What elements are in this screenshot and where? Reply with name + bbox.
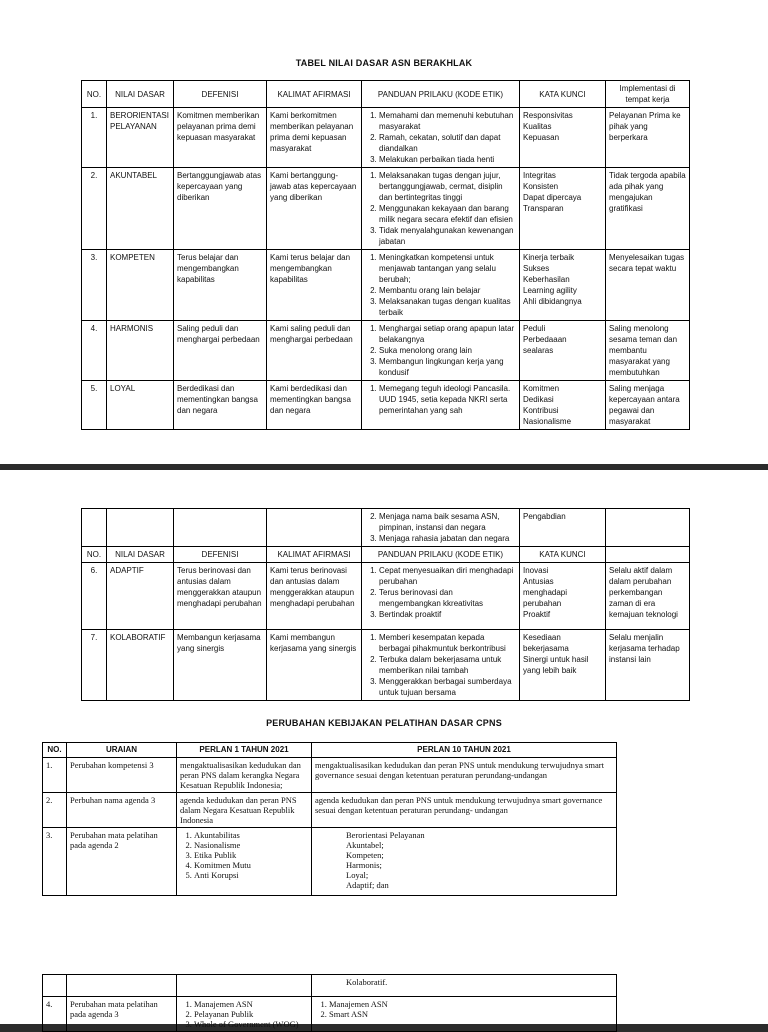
kalimat-afirmasi-cell: Kami terus belajar dan mengembangkan kapabilitas: [267, 250, 362, 321]
row-number: 6.: [82, 563, 107, 630]
perlan10-cell: mengaktualisasikan kedudukan dan peran PNS untuk mendukung terwujudnya smart governance sesuai dengan ketentuan peraturan perundang-undangan: [312, 758, 617, 793]
perlan1-item: 2. Pelayanan Publik: [194, 1009, 308, 1019]
implementasi-cell: Selalu menjalin kerjasama terhadap instansi lain: [606, 630, 690, 701]
header-kalimat-afirmasi: KALIMAT AFIRMASI: [267, 81, 362, 108]
table-row: [82, 108, 690, 168]
perlan10-item: Kompeten;: [346, 850, 384, 860]
defenisi-cell: Berdedikasi dan mementingkan bangsa dan negara: [174, 381, 267, 430]
table-row: [82, 630, 690, 701]
section-title-perubahan: PERUBAHAN KEBIJAKAN PELATIHAN DASAR CPNS: [266, 718, 502, 728]
uraian-cell: Perubahan mata pelatihan pada agenda 2: [67, 828, 177, 896]
kata-kunci-cell: Pengabdian: [520, 509, 606, 547]
defenisi-cell: Saling peduli dan menghargai perbedaan: [174, 321, 267, 381]
kata-kunci-cell: [520, 321, 606, 381]
nilai-dasar-cell: HARMONIS: [107, 321, 174, 381]
header-kata-kunci: KATA KUNCI: [520, 81, 606, 108]
perlan1-item: 4. Komitmen Mutu: [194, 860, 308, 870]
kalimat-afirmasi-cell: Kami membangun kerjasama yang sinergis: [267, 630, 362, 701]
panduan-item: 1. Menghargai setiap orang apapun latar belakangnya: [379, 323, 516, 345]
panduan-item: 2. Membantu orang lain belajar: [379, 285, 516, 296]
panduan-item: 2. Terbuka dalam bekerjasama untuk memberikan nilai tambah: [379, 654, 516, 676]
kata-kunci-item: Sukses: [523, 264, 550, 273]
kata-kunci-item: Antusias: [523, 577, 554, 586]
perubahan-kebijakan-table-continued: [42, 974, 617, 1032]
defenisi-cell: Komitmen memberikan pelayanan prima demi kepuasan masyarakat: [174, 108, 267, 168]
row-number: 1.: [43, 758, 67, 793]
document-page-1: [0, 0, 768, 464]
panduan-item: 3. Menjaga rahasia jabatan dan negara: [379, 533, 516, 544]
defenisi-cell: Terus berinovasi dan antusias dalam menggerakkan ataupun menghadapi perubahan: [174, 563, 267, 630]
kata-kunci-item: Perbedaaan: [523, 335, 567, 344]
defenisi-cell: Terus belajar dan mengembangkan kapabilitas: [174, 250, 267, 321]
kata-kunci-cell: [520, 563, 606, 630]
header-nilai-dasar: NILAI DASAR: [107, 81, 174, 108]
table-row: [43, 828, 617, 896]
perlan1-item: 5. Anti Korupsi: [194, 870, 308, 880]
panduan-item: 2. Menggunakan kekayaan dan barang milik negara secara efektif dan efisien: [379, 203, 516, 225]
kata-kunci-item: Sinergi untuk hasil: [523, 655, 589, 664]
kata-kunci-cell: [520, 630, 606, 701]
perlan10-item: 2. Smart ASN: [329, 1009, 613, 1019]
kalimat-afirmasi-cell: Kami terus berinovasi dan antusias dalam menggerakkan ataupun menghadapi perubahan: [267, 563, 362, 630]
panduan-item: 1. Melaksanakan tugas dengan jujur, bertanggungjawab, cermat, disiplin dan bertintegritas tinggi: [379, 170, 516, 203]
table-row-continuation: [43, 975, 617, 997]
panduan-item: 2. Suka menolong orang lain: [379, 345, 516, 356]
kata-kunci-item: Kualitas: [523, 122, 552, 131]
header-panduan-prilaku: PANDUAN PRILAKU (KODE ETIK): [362, 547, 520, 563]
kata-kunci-item: Learning agility: [523, 286, 577, 295]
kata-kunci-cell: [520, 168, 606, 250]
perlan10-item: Loyal;: [346, 870, 369, 880]
kata-kunci-item: Komitmen: [523, 384, 560, 393]
perlan10-item: Adaptif; dan: [346, 880, 389, 890]
panduan-cell: [362, 250, 520, 321]
table-row: [43, 793, 617, 828]
panduan-item: 3. Tidak menyalahgunakan kewenangan jabatan: [379, 225, 516, 247]
kata-kunci-item: sealaras: [523, 346, 554, 355]
perlan10-item: 1. Manajemen ASN: [329, 999, 613, 1009]
row-number: 2.: [43, 793, 67, 828]
kata-kunci-item: Integritas: [523, 171, 556, 180]
perlan1-cell: [177, 997, 312, 1032]
table-title: TABEL NILAI DASAR ASN BERAKHLAK: [295, 58, 473, 68]
perlan1-item: 3. Etika Publik: [194, 850, 308, 860]
kata-kunci-item: Kontribusi: [523, 406, 559, 415]
kata-kunci-item: Keberhasilan: [523, 275, 570, 284]
implementasi-cell: Selalu aktif dalam dalam perubahan perkembangan zaman di era kemajuan teknologi: [606, 563, 690, 630]
row-number: 3.: [82, 250, 107, 321]
table-row: [43, 997, 617, 1032]
kata-kunci-item: Dapat dipercaya: [523, 193, 582, 202]
header-uraian: URAIAN: [67, 743, 177, 758]
defenisi-cell: Bertanggungjawab atas kepercayaan yang diberikan: [174, 168, 267, 250]
row-number: 5.: [82, 381, 107, 430]
nilai-dasar-cell: ADAPTIF: [107, 563, 174, 630]
perlan1-item: 3. Whole of Government (WOG): [194, 1019, 308, 1029]
header-no: NO.: [82, 547, 107, 563]
kata-kunci-item: Peduli: [523, 324, 546, 333]
kata-kunci-item: Konsisten: [523, 182, 559, 191]
table-header-row: [82, 547, 690, 563]
header-defenisi: DEFENISI: [174, 547, 267, 563]
table-row: [82, 250, 690, 321]
panduan-item: 1. Memahami dan memenuhi kebutuhan masyarakat: [379, 110, 516, 132]
header-kata-kunci: KATA KUNCI: [520, 547, 606, 563]
header-implementasi: Implementasi di tempat kerja: [606, 81, 690, 108]
perlan10-cell: [312, 997, 617, 1032]
header-implementasi: [606, 547, 690, 563]
header-kalimat-afirmasi: KALIMAT AFIRMASI: [267, 547, 362, 563]
kata-kunci-item: perubahan: [523, 599, 562, 608]
kalimat-afirmasi-cell: Kami berkomitmen memberikan pelayanan prima demi kepuasan masyarakat: [267, 108, 362, 168]
defenisi-cell: Membangun kerjasama yang sinergis: [174, 630, 267, 701]
perlan1-item: 2. Nasionalisme: [194, 840, 308, 850]
perlan10-cell: Kolaboratif.: [312, 975, 617, 997]
table-row: [43, 758, 617, 793]
nilai-dasar-cell: BERORIENTASI PELAYANAN: [107, 108, 174, 168]
panduan-item: 3. Menggerakkan berbagai sumberdaya untuk tujuan bersama: [379, 676, 516, 698]
table-row: [82, 563, 690, 630]
kata-kunci-item: Kinerja terbaik: [523, 253, 575, 262]
row-number: 4.: [82, 321, 107, 381]
panduan-cell: [362, 630, 520, 701]
kata-kunci-item: Proaktif: [523, 610, 551, 619]
header-panduan-prilaku: PANDUAN PRILAKU (KODE ETIK): [362, 81, 520, 108]
panduan-item: 1. Cepat menyesuaikan diri menghadapi perubahan: [379, 565, 516, 587]
table-row: [82, 168, 690, 250]
panduan-cell: [362, 168, 520, 250]
row-number: 4.: [43, 997, 67, 1032]
header-perlan-10: PERLAN 10 TAHUN 2021: [312, 743, 617, 758]
document-page-2: [0, 470, 768, 1029]
perlan10-cell: agenda kedudukan dan peran PNS untuk mendukung terwujudnya smart governance sesuai dengan ketentuan peraturan perundang- undangan: [312, 793, 617, 828]
panduan-item: 1. Memberi kesempatan kepada berbagai pihakmuntuk berkontribusi: [379, 632, 516, 654]
kata-kunci-item: Kepuasan: [523, 133, 560, 142]
row-number: 7.: [82, 630, 107, 701]
nilai-dasar-table: [81, 80, 690, 430]
implementasi-cell: Saling menolong sesama teman dan membantu masyarakat yang membutuhkan: [606, 321, 690, 381]
kalimat-afirmasi-cell: Kami berdedikasi dan mementingkan bangsa dan negara: [267, 381, 362, 430]
kata-kunci-item: menghadapi: [523, 588, 568, 597]
panduan-item: 3. Melakukan perbaikan tiada henti: [379, 154, 516, 165]
perlan1-item: 1. Akuntabilitas: [194, 830, 308, 840]
panduan-cell: [362, 381, 520, 430]
row-number: 3.: [43, 828, 67, 896]
row-number: 2.: [82, 168, 107, 250]
panduan-item: 1. Memegang teguh ideologi Pancasila. UUD 1945, setia kepada NKRI serta pemerintahan yang sah: [379, 383, 516, 416]
panduan-item: 2. Menjaga nama baik sesama ASN, pimpinan, instansi dan negara: [379, 511, 516, 533]
kata-kunci-cell: [520, 108, 606, 168]
kata-kunci-item: Kesediaan: [523, 633, 561, 642]
nilai-dasar-cell: AKUNTABEL: [107, 168, 174, 250]
kata-kunci-item: Inovasi: [523, 566, 549, 575]
panduan-list: [365, 511, 516, 544]
implementasi-cell: Tidak tergoda apabila ada pihak yang mengajukan gratifikasi: [606, 168, 690, 250]
header-nilai-dasar: NILAI DASAR: [107, 547, 174, 563]
kalimat-afirmasi-cell: Kami saling peduli dan menghargai perbedaan: [267, 321, 362, 381]
header-no: NO.: [82, 81, 107, 108]
kata-kunci-item: yang lebih baik: [523, 666, 577, 675]
panduan-item: 1. Meningkatkan kompetensi untuk menjawab tantangan yang selalu berubah;: [379, 252, 516, 285]
perlan10-item: Harmonis;: [346, 860, 382, 870]
panduan-item: 2. Terus berinovasi dan mengembangkan kkreativitas: [379, 587, 516, 609]
kata-kunci-item: Dedikasi: [523, 395, 554, 404]
uraian-cell: Perbuhan nama agenda 3: [67, 793, 177, 828]
panduan-cell: [362, 563, 520, 630]
perlan1-item: 1. Manajemen ASN: [194, 999, 308, 1009]
panduan-cell: [362, 321, 520, 381]
kata-kunci-item: bekerjasama: [523, 644, 569, 653]
panduan-item: 3. Melaksanakan tugas dengan kualitas terbaik: [379, 296, 516, 318]
table-row: [82, 321, 690, 381]
header-no: NO.: [43, 743, 67, 758]
panduan-item: 3. Bertindak proaktif: [379, 609, 516, 620]
implementasi-cell: Saling menjaga kepercayaan antara pegawai dan masyarakat: [606, 381, 690, 430]
nilai-dasar-cell: KOMPETEN: [107, 250, 174, 321]
perlan1-cell: agenda kedudukan dan peran PNS dalam Negara Kesatuan Republik Indonesia: [177, 793, 312, 828]
perlan10-item: Akuntabel;: [346, 840, 384, 850]
table-header-row: [43, 743, 617, 758]
uraian-cell: Perubahan mata pelatihan pada agenda 3: [67, 997, 177, 1032]
panduan-item: 2. Ramah, cekatan, solutif dan dapat diandalkan: [379, 132, 516, 154]
perlan10-cell: [312, 828, 617, 896]
header-perlan-1: PERLAN 1 TAHUN 2021: [177, 743, 312, 758]
table-row: [82, 381, 690, 430]
kata-kunci-item: Transparan: [523, 204, 564, 213]
table-header-row: [82, 81, 690, 108]
implementasi-cell: Pelayanan Prima ke pihak yang berperkara: [606, 108, 690, 168]
uraian-cell: Perubahan kompetensi 3: [67, 758, 177, 793]
perlan10-item: Berorientasi Pelayanan: [346, 830, 425, 840]
row-number: 1.: [82, 108, 107, 168]
header-defenisi: DEFENISI: [174, 81, 267, 108]
kata-kunci-cell: [520, 250, 606, 321]
panduan-item: 3. Membangun lingkungan kerja yang kondusif: [379, 356, 516, 378]
perubahan-kebijakan-table: [42, 742, 617, 896]
panduan-cell: [362, 108, 520, 168]
nilai-dasar-table-continued: [81, 508, 690, 701]
perlan1-cell: [177, 828, 312, 896]
implementasi-cell: Menyelesaikan tugas secara tepat waktu: [606, 250, 690, 321]
nilai-dasar-cell: LOYAL: [107, 381, 174, 430]
kata-kunci-item: Responsivitas: [523, 111, 573, 120]
perlan1-cell: mengaktualisasikan kedudukan dan peran PNS dalam kerangka Negara Kesatuan Republik Indonesia;: [177, 758, 312, 793]
table-row-continuation: [82, 509, 690, 547]
kata-kunci-cell: [520, 381, 606, 430]
nilai-dasar-cell: KOLABORATIF: [107, 630, 174, 701]
kata-kunci-item: Ahli dibidangnya: [523, 297, 582, 306]
kalimat-afirmasi-cell: Kami bertanggung-jawab atas kepercayaan yang diberikan: [267, 168, 362, 250]
kata-kunci-item: Nasionalisme: [523, 417, 572, 426]
